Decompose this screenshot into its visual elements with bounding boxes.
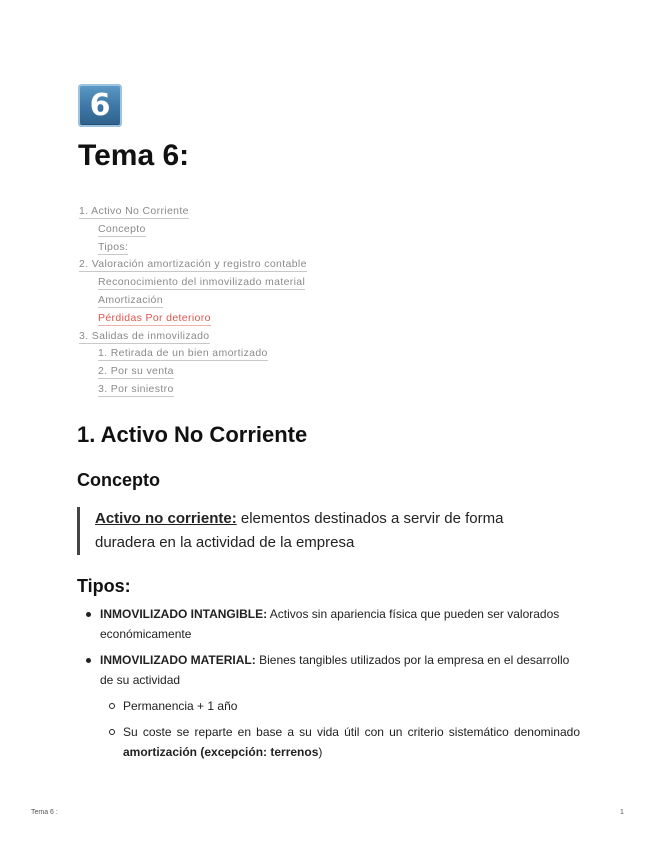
page-title: Tema 6: xyxy=(78,139,190,172)
list-item-text: Activos sin apariencia física que pueden ser valorados económicamente xyxy=(100,607,560,641)
list-item-material xyxy=(100,650,580,762)
subsection-heading-concepto: Concepto xyxy=(77,470,160,490)
list-item-intangible xyxy=(100,604,580,644)
toc-link-perdidas-deterioro[interactable]: Pérdidas Por deterioro xyxy=(98,311,211,324)
toc-link-por-siniestro[interactable]: 3. Por siniestro xyxy=(98,382,174,395)
definition-term: Activo no corriente: xyxy=(95,510,237,527)
toc-link-retirada-bien[interactable]: 1. Retirada de un bien amortizado xyxy=(98,347,268,360)
toc-link-concepto[interactable]: Concepto xyxy=(98,222,146,235)
footer-title: Tema 6 : xyxy=(31,809,58,816)
tipos-list xyxy=(80,604,580,768)
amortizacion-bold: amortización (excepción: terrenos xyxy=(123,745,319,759)
page-number: 1 xyxy=(620,809,624,816)
toc-link-tipos[interactable]: Tipos: xyxy=(98,240,129,253)
toc-link-activo-no-corriente[interactable]: 1. Activo No Corriente xyxy=(79,205,189,217)
definition-quote xyxy=(77,507,565,555)
table-of-contents xyxy=(79,204,399,400)
sublist-item-permanencia: Permanencia + 1 año xyxy=(123,696,580,716)
toc-link-salidas-inmovilizado[interactable]: 3. Salidas de inmovilizado xyxy=(79,329,210,342)
toc-link-amortizacion[interactable]: Amortización xyxy=(98,293,163,306)
section-heading-activo-no-corriente: 1. Activo No Corriente xyxy=(77,422,308,447)
sublist-item-coste: Su coste se reparte en base a su vida útil con un criterio sistemático denominado amortización (excepción: terrenos) xyxy=(123,722,580,762)
toc-link-por-su-venta[interactable]: 2. Por su venta xyxy=(98,365,174,378)
material-sublist xyxy=(100,696,580,762)
toc-link-reconocimiento[interactable]: Reconocimiento del inmovilizado material xyxy=(98,276,306,289)
keycap-six-icon: 6 xyxy=(78,84,122,127)
definition-text: elementos destinados a servir de forma duradera en la actividad de la empresa xyxy=(95,510,504,551)
list-item-term: INMOVILIZADO MATERIAL: xyxy=(100,653,256,667)
toc-link-valoracion[interactable]: 2. Valoración amortización y registro contable xyxy=(79,258,307,271)
subsection-heading-tipos: Tipos: xyxy=(77,576,131,596)
list-item-text: Bienes tangibles utilizados por la empresa en el desarrollo de su actividad xyxy=(100,653,570,687)
list-item-term: INMOVILIZADO INTANGIBLE: xyxy=(100,607,268,621)
